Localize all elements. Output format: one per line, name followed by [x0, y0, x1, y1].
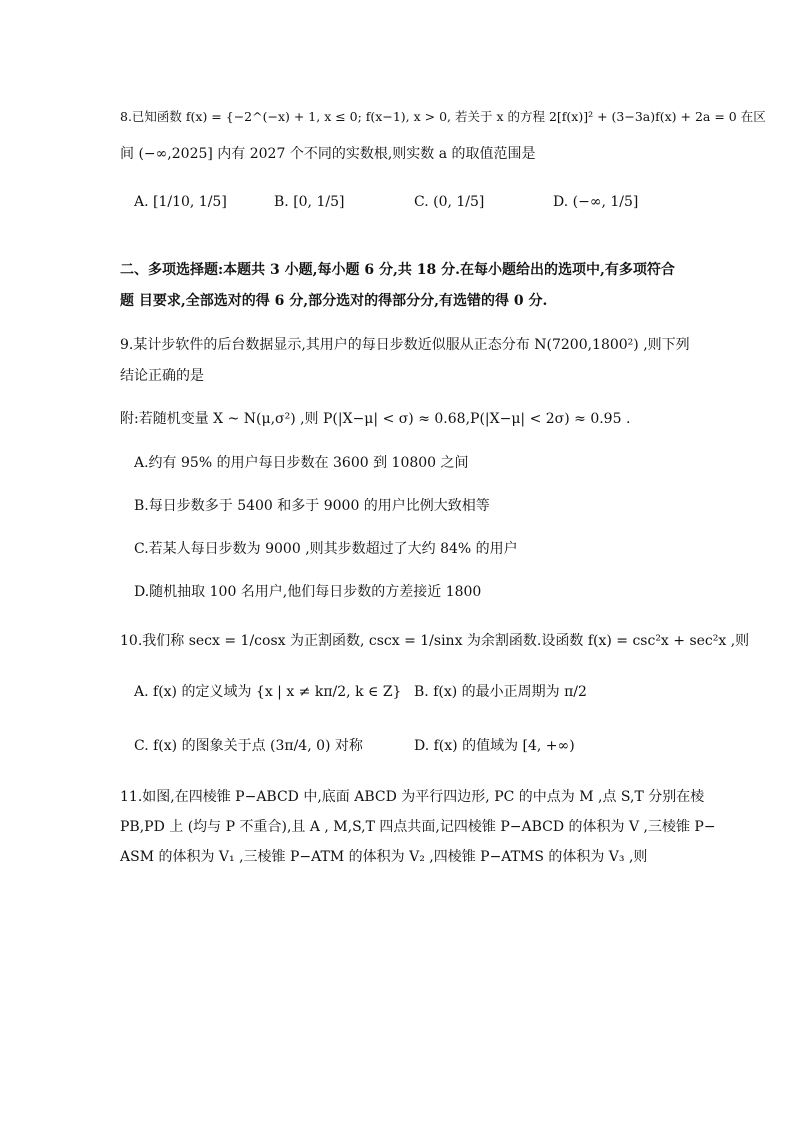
q9-option-d: D.随机抽取 100 名用户,他们每日步数的方差接近 1800 — [134, 584, 482, 600]
q9-stem-line-1: 9.某计步软件的后台数据显示,其用户的每日步数近似服从正态分布 N(7200,1800²) ,则下列 — [120, 337, 690, 353]
q9-option-c: C.若某人每日步数为 9000 ,则其步数超过了大约 84% 的用户 — [134, 541, 518, 557]
q11-stem-line-1: 11.如图,在四棱锥 P−ABCD 中,底面 ABCD 为平行四边形, PC 的中点为 M ,点 S,T 分别在棱 — [120, 789, 705, 805]
q9-stem-line-2: 结论正确的是 — [120, 368, 204, 384]
q8-option-b: B. [0, 1/5] — [274, 194, 345, 210]
q8-stem-line-2: 间 (−∞,2025] 内有 2027 个不同的实数根,则实数 a 的取值范围是 — [120, 146, 536, 162]
q8-option-a: A. [1/10, 1/5] — [134, 194, 227, 210]
q9-option-a: A.约有 95% 的用户每日步数在 3600 到 10800 之间 — [134, 455, 469, 471]
q10-option-b: B. f(x) 的最小正周期为 π/2 — [414, 684, 587, 700]
q8-stem-line-1: 8.已知函数 f(x) = {−2^(−x) + 1, x ≤ 0; f(x−1), x > 0, 若关于 x 的方程 2[f(x)]² + (3−3a)f(x) + 2a = 0 在区 — [120, 109, 766, 124]
q10-option-c: C. f(x) 的图象关于点 (3π/4, 0) 对称 — [134, 738, 363, 754]
q11-stem-line-3: ASM 的体积为 V₁ ,三棱锥 P−ATM 的体积为 V₂ ,四棱锥 P−ATMS 的体积为 V₃ ,则 — [120, 849, 648, 865]
q8-option-c: C. (0, 1/5] — [414, 194, 485, 210]
q10-option-d: D. f(x) 的值域为 [4, +∞) — [414, 738, 575, 754]
q9-note: 附:若随机变量 X ~ N(μ,σ²) ,则 P(|X−μ| < σ) ≈ 0.68,P(|X−μ| < 2σ) ≈ 0.95 . — [120, 411, 631, 427]
q11-stem-line-2: PB,PD 上 (均与 P 不重合),且 A , M,S,T 四点共面,记四棱锥 P−ABCD 的体积为 V ,三棱锥 P− — [120, 819, 716, 835]
section-2-line-2: 题 目要求,全部选对的得 6 分,部分选对的得部分分,有选错的得 0 分. — [120, 293, 548, 309]
section-2-line-1: 二、多项选择题:本题共 3 小题,每小题 6 分,共 18 分.在每小题给出的选项中,有多项符合 — [120, 262, 675, 278]
q9-option-b: B.每日步数多于 5400 和多于 9000 的用户比例大致相等 — [134, 498, 490, 514]
q10-option-a: A. f(x) 的定义域为 {x | x ≠ kπ/2, k ∈ Z} — [134, 684, 402, 700]
q10-stem: 10.我们称 secx = 1/cosx 为正割函数, cscx = 1/sinx 为余割函数.设函数 f(x) = csc²x + sec²x ,则 — [120, 633, 750, 649]
q8-option-d: D. (−∞, 1/5] — [553, 194, 639, 210]
